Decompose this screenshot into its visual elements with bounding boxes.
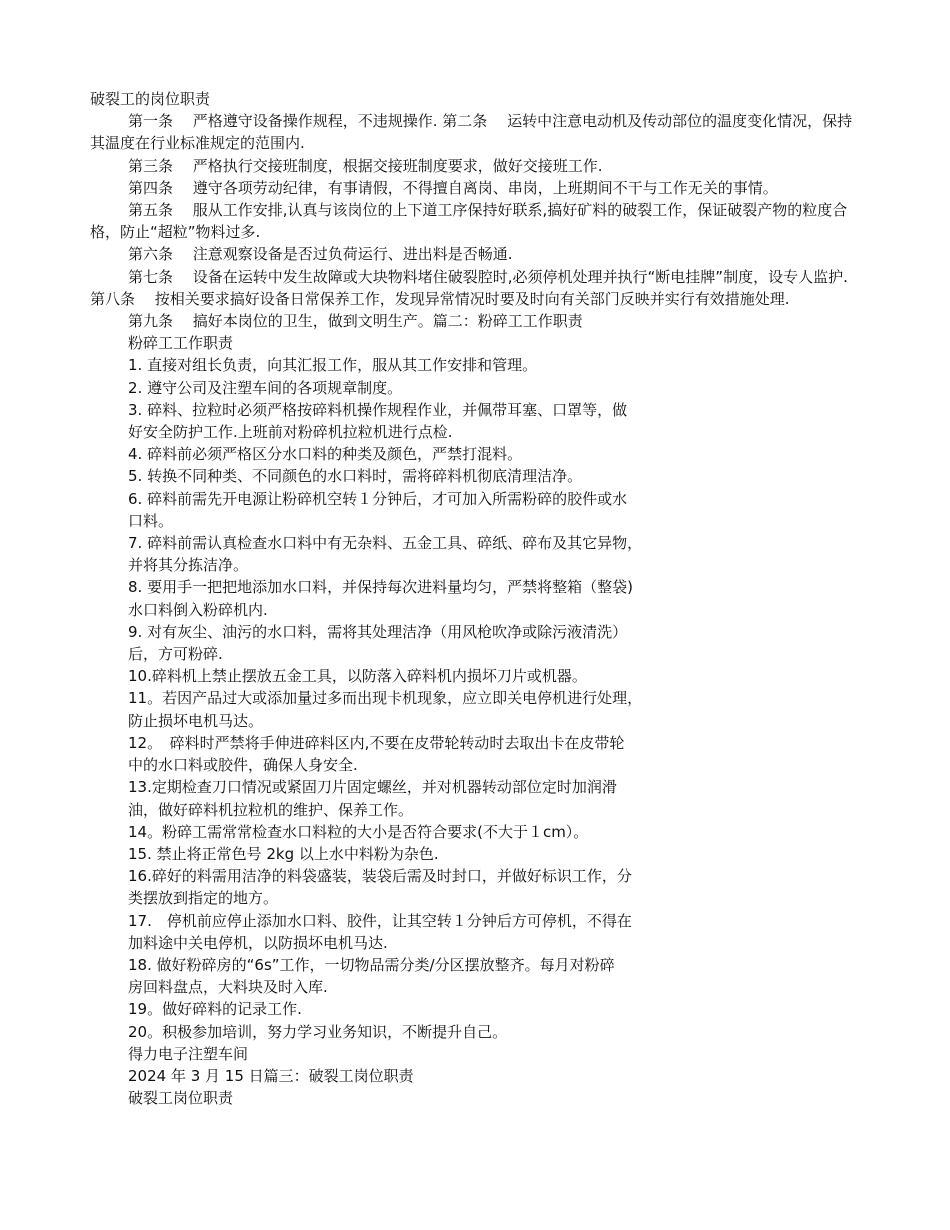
duty-list [90, 332, 683, 1109]
list-item: 口料。 [128, 511, 174, 530]
section-heading: 破裂工岗位职责 [128, 1089, 234, 1108]
list-item: 7. 碎料前需认真检查水口料中有无杂料、五金工具、碎纸、碎布及其它异物， [128, 534, 643, 553]
article-paragraph: 第三条 严格执行交接班制度，根据交接班制度要求，做好交接班工作. [128, 156, 603, 175]
list-item: 11。若因产品过大或添加量过多而出现卡机现象，应立即关电停机进行处理， [128, 689, 643, 708]
document-title: 破裂工的岗位职责 [90, 90, 211, 108]
article-paragraph: 第一条 严格遵守设备操作规程，不违规操作. 第二条 运转中注意电动机及传动部位的温度变化情况，保持其温度在行业标准规定的范围内. [90, 112, 853, 153]
list-item: 18. 做好粉碎房的“6s”工作，一切物品需分类/分区摆放整齐。每月对粉碎 [128, 955, 615, 974]
list-item: 17. 停机前应停止添加水口料、胶件，让其空转１分钟后方可停机，不得在 [128, 911, 632, 930]
list-item: 16.碎好的料需用洁净的料袋盛装，装袋后需及时封口，并做好标识工作，分 [128, 867, 632, 886]
article-paragraph: 第六条 注意观察设备是否过负荷运行、进出料是否畅通. [128, 245, 513, 264]
signature-department: 得力电子注塑车间 [128, 1044, 249, 1063]
list-item: 4. 碎料前必须严格区分水口料的种类及颜色，严禁打混料。 [128, 445, 523, 464]
list-item: 防止损坏电机马达。 [128, 711, 264, 730]
list-item: 好安全防护工作.上班前对粉碎机拉粒机进行点检. [128, 423, 453, 442]
list-item: 9. 对有灰尘、油污的水口料，需将其处理洁净（用风枪吹净或除污液清洗） [128, 622, 628, 641]
list-item: 类摆放到指定的地方。 [128, 889, 279, 908]
list-item: 5. 转换不同种类、不同颜色的水口料时，需将碎料机彻底清理洁净。 [128, 467, 583, 486]
list-item: 19。做好碎料的记录工作. [128, 1000, 302, 1019]
section-heading: 粉碎工工作职责 [128, 334, 234, 353]
article-paragraph: 第四条 遵守各项劳动纪律，有事请假，不得擅自离岗、串岗，上班期间不干与工作无关的事情。 [128, 178, 778, 197]
list-item: 12。 碎料时严禁将手伸进碎料区内,不要在皮带轮转动时去取出卡在皮带轮 [128, 733, 625, 752]
list-item: 8. 要用手一把把地添加水口料，并保持每次进料量均匀，严禁将整箱（整袋) [128, 578, 633, 597]
list-item: 中的水口料或胶件，确保人身安全. [128, 756, 358, 775]
list-item: 后，方可粉碎. [128, 645, 223, 664]
list-item: 6. 碎料前需先开电源让粉碎机空转１分钟后，才可加入所需粉碎的胶件或水 [128, 489, 628, 508]
list-item: 油，做好碎料机拉粒机的维护、保养工作。 [128, 800, 414, 819]
article-paragraph: 第五条 服从工作安排,认真与该岗位的上下道工序保持好联系,搞好矿料的破裂工作，保证破裂产物的粒度合格，防止“超粒”物料过多. [90, 201, 848, 242]
list-item: 1. 直接对组长负责，向其汇报工作，服从其工作安排和管理。 [128, 356, 538, 375]
signature-date: 2024 年 3 月 15 日篇三：破裂工岗位职责 [128, 1066, 414, 1085]
document-page [90, 88, 860, 1109]
list-item: 水口料倒入粉碎机内. [128, 600, 268, 619]
list-item: 20。积极参加培训，努力学习业务知识，不断提升自己。 [128, 1022, 508, 1041]
article-paragraph: 第九条 搞好本岗位的卫生，做到文明生产。篇二：粉碎工工作职责 [128, 312, 583, 331]
list-item: 房回料盘点，大料块及时入库. [128, 978, 328, 997]
list-item: 14。粉碎工需常常检查水口料粒的大小是否符合要求(不大于１cm）。 [128, 822, 589, 841]
list-item: 并将其分拣洁净。 [128, 556, 249, 575]
list-item: 13.定期检查刀口情况或紧固刀片固定螺丝，并对机器转动部位定时加润滑 [128, 778, 617, 797]
list-item: 3. 碎料、拉粒时必须严格按碎料机操作规程作业，并佩带耳塞、口罩等，做 [128, 400, 628, 419]
list-item: 15. 禁止将正常色号 2kg 以上水中料粉为杂色. [128, 844, 439, 863]
list-item: 2. 遵守公司及注塑车间的各项规章制度。 [128, 378, 403, 397]
list-item: 加料途中关电停机，以防损坏电机马达. [128, 933, 388, 952]
article-paragraph: 第七条 设备在运转中发生故障或大块物料堵住破裂腔时,必须停机处理并执行“断电挂牌”制度，设专人监护. 第八条 按相关要求搞好设备日常保养工作，发现异常情况时要及时向有关部门反映并实行有效措施处理. [90, 267, 848, 308]
list-item: 10.碎料机上禁止摆放五金工具，以防落入碎料机内损坏刀片或机器。 [128, 667, 587, 686]
